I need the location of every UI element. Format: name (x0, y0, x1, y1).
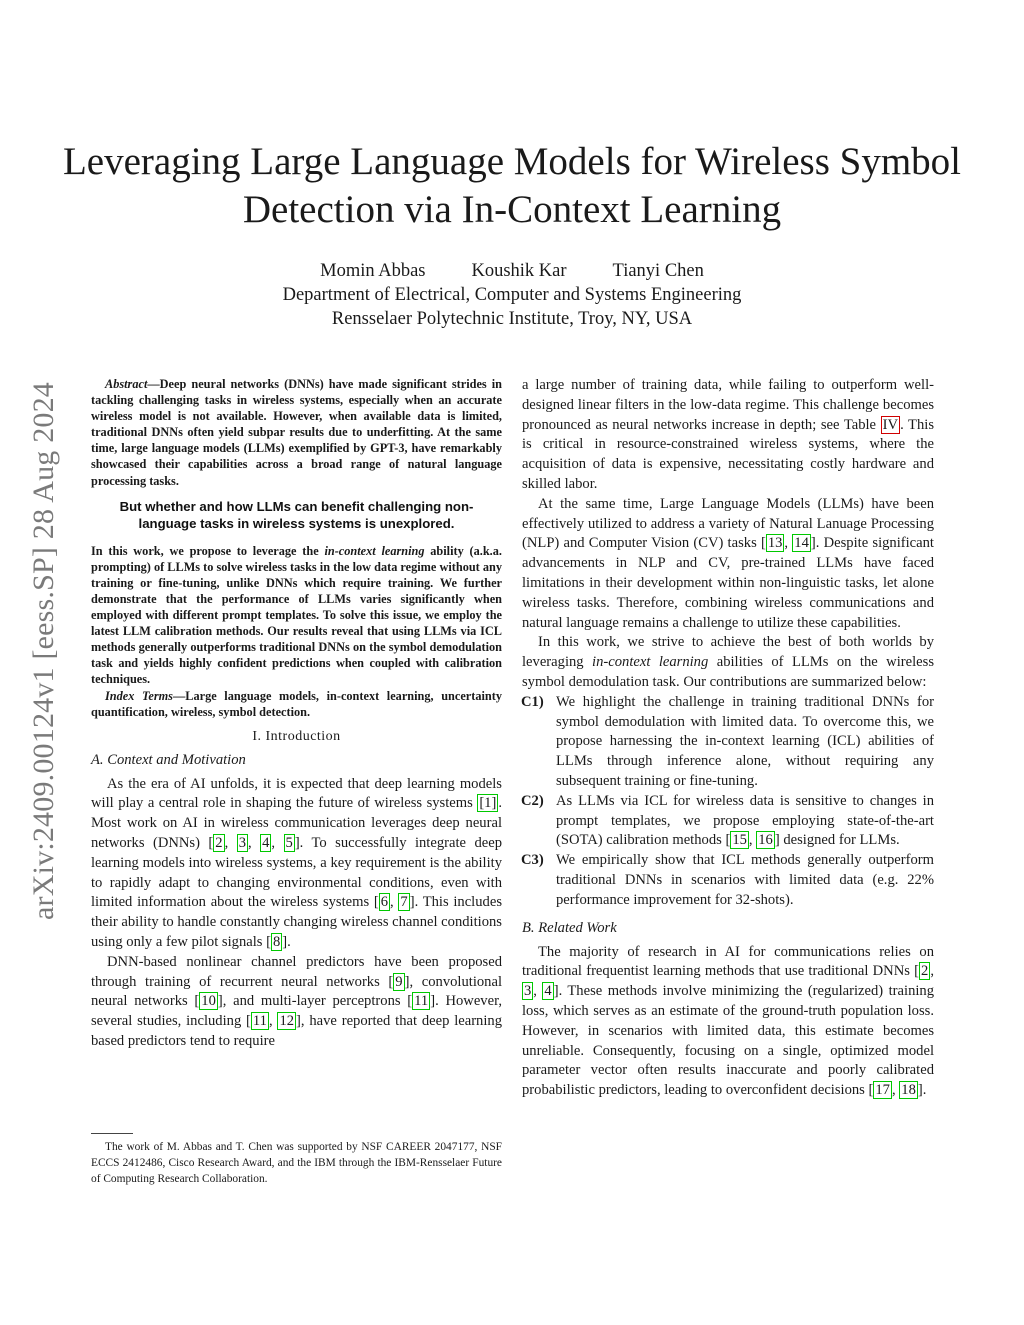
abstract-label: Abstract (105, 377, 148, 391)
citation-link[interactable]: 3 (524, 983, 532, 1000)
affiliation-department: Department of Electrical, Computer and Systems Engineering (282, 285, 742, 305)
introduction-body (91, 775, 502, 1052)
citation-link[interactable]: 15 (732, 832, 747, 849)
abstract-text: —Deep neural networks (DNNs) have made significant strides in tackling challenging tasks in wireless systems, especially when an accurate wireless model is not available. However, when available data is limited, traditional DNNs often yield subpar results due to underfitting. At the same time, large language models (LLMs) exemplified by GPT-3, have remarkably showcased their capabilities across a broad range of natural language processing tasks. (91, 377, 502, 488)
paragraph: As the era of AI unfolds, it is expected that deep learning models will play a central role in shaping the future of wireless systems [1] . Most work on AI in wireless communication leverages deep neural networks (DNNs) [ 2 , 3 , 4 , 5 ]. To successfully integrate deep learning models into wireless systems, a key requirement is the ability to rapidly adapt to changing environmental conditions, even with limited information about the wireless systems [ 6 , 7 ]. This includes their ability to handle constantly changing wireless channel conditions using only a few pilot signals [ 8 ]. (91, 775, 502, 951)
contribution-c1 (522, 693, 934, 792)
citation-link[interactable]: [1] (479, 795, 497, 812)
citation-link[interactable]: 14 (794, 535, 809, 552)
paragraph: In this work, we strive to achieve the best of both worlds by leveraging in-context learning abilities of LLMs on the wireless symbol demodulation task. Our contributions are summarized below: (522, 634, 934, 690)
citation-link[interactable]: 16 (758, 832, 773, 849)
table-reference-link[interactable]: IV (882, 416, 899, 433)
left-column (91, 376, 502, 1052)
citation-link[interactable]: 4 (262, 835, 270, 852)
paragraph: The majority of research in AI for communications relies on traditional frequentist learning methods that use traditional DNNs [ 2 , 3 , 4 ]. These methods involve minimizing the (regularized) training loss, which serves as an estimate of the ground-truth population loss. However, in scenarios with limited data, this estimate becomes unreliable. Consequently, focusing on a single, optimized model parameter vector often results inaccurate and poorly calibrated probabilistic predictors, leading to overconfident decisions [ 17 , 18 ]. (522, 943, 935, 1099)
citation-link[interactable]: 18 (901, 1082, 916, 1099)
section-heading-introduction: I. Introduction (252, 728, 341, 744)
contribution-text: As LLMs via ICL for wireless data is sensitive to changes in prompt templates, we propose employing state-of-the-art (SOTA) calibration methods [ 15 , 16 ] designed for LLMs. (556, 792, 934, 849)
citation-link[interactable]: 2 (215, 835, 223, 852)
right-column (522, 376, 934, 1101)
contribution-text: We empirically show that ICL methods generally outperform traditional DNNs in scenarios with limited data (e.g. 22% performance improvement for 32-shots). (556, 852, 934, 908)
author-names (0, 259, 1024, 283)
citation-link[interactable]: 9 (395, 973, 403, 990)
citation-link[interactable]: 10 (201, 993, 216, 1010)
arxiv-identifier-text: arXiv:2409.00124v1 [eess.SP] 28 Aug 2024 (27, 382, 61, 920)
citation-link[interactable]: 13 (767, 535, 783, 552)
abstract-p2-emphasis: in-context learning (324, 543, 425, 558)
author-1: Momin Abbas (320, 261, 426, 281)
subsection-heading-context: A. Context and Motivation (91, 751, 246, 768)
citation-link[interactable]: 17 (875, 1082, 890, 1099)
index-terms-label: Index Terms (105, 688, 173, 703)
footnote-divider (91, 1133, 133, 1134)
author-block (0, 259, 1024, 331)
citation-link[interactable]: 6 (380, 894, 389, 911)
paragraph: DNN-based nonlinear channel predictors have been proposed through training of recurrent neural networks [ 9 ], convolutional neural networks [ 10 ], and multi-layer perceptrons [ 11 ]. However, several studies, including [ 11 , 12 ], have reported that deep learning based predictors tend to require (91, 953, 503, 1050)
citation-link[interactable]: 3 (238, 835, 246, 852)
footnote-text: The work of M. Abbas and T. Chen was supported by NSF CAREER 2047177, NSF ECCS 2412486, Cisco Research Award, and the IBM through the IBM-Rensselaer Future of Computing Research Collaboration. (91, 1141, 502, 1185)
citation-link[interactable]: 11 (414, 993, 429, 1010)
citation-link[interactable]: 8 (272, 934, 281, 951)
contribution-label: C2) (521, 792, 544, 809)
subsection-heading-related-work: B. Related Work (522, 919, 617, 936)
arxiv-identifier (10, 346, 78, 956)
abstract-p2-text-cont: ability (a.k.a. prompting) of LLMs to solve wireless tasks in the low data regime without any training or fine-tuning, unlike DNNs which require training. We further demonstrate that the performance of LLMs varies significantly when employed with different prompt templates. To solve this issue, we employ the latest LLM calibration methods. Our results reveal that using LLMs via ICL methods generally outperforms traditional DNNs on the symbol demodulation task and yields highly confident predictions when coupled with calibration techniques. (91, 543, 502, 687)
paragraph: At the same time, Large Language Models (LLMs) have been effectively utilized to address a variety of Natural Lanuage Processing (NLP) and Computer Vision (CV) tasks [ 13 , 14 ]. Despite significant advancements in NLP and CV, pre-trained LLMs have faced limitations in their development within non-linguistic tasks, let alone wireless tasks. Therefore, combining wireless communications and natural language remains a challenge to utilize these capabilities. (522, 495, 934, 631)
affiliation-institute: Rensselaer Polytechnic Institute, Troy, NY, USA (331, 309, 693, 329)
citation-link[interactable]: 7 (400, 894, 408, 911)
citation-link[interactable]: 12 (279, 1013, 295, 1030)
contribution-c3 (522, 851, 934, 910)
abstract (91, 376, 502, 489)
abstract-p2-text: In this work, we propose to leverage the (91, 543, 325, 558)
emphasis: in-context learning (592, 654, 709, 671)
citation-link[interactable]: 2 (921, 963, 929, 980)
contribution-label: C3) (521, 852, 544, 869)
index-terms-text: —Large language models, in-context learning, uncertainty quantification, wireless, symbol detection. (91, 688, 502, 719)
right-column-body (522, 376, 934, 1101)
paper-title: Leveraging Large Language Models for Wireless Symbol Detection via In-Context Learning (62, 140, 962, 231)
contribution-c2 (522, 792, 934, 851)
citation-link[interactable]: 4 (544, 983, 552, 1000)
citation-link[interactable]: 5 (285, 835, 293, 852)
contribution-label: C1) (521, 693, 544, 710)
author-2: Koushik Kar (471, 261, 567, 281)
paragraph: a large number of training data, while failing to outperform well-designed linear filters in the low-data regime. This challenge becomes pronounced as neural networks increase in depth; see Table IV . This is critical in resource-constrained wireless systems, where the acquisition of data is expensive, necessitating costly hardware and skilled labor. (522, 377, 934, 492)
footnote (91, 1140, 502, 1187)
author-3: Tianyi Chen (612, 261, 704, 281)
contribution-text: We highlight the challenge in training traditional DNNs for symbol demodulation with limited data. To overcome this, we propose harnessing the in-context learning (ICL) abilities of LLMs through inference alone, without requiring any subsequent training or fine-tuning. (556, 693, 934, 789)
abstract-continued (91, 543, 502, 720)
abstract-callout: But whether and how LLMs can benefit challenging non-language tasks in wireless systems is unexplored. (119, 498, 474, 531)
citation-link[interactable]: 11 (252, 1013, 267, 1030)
